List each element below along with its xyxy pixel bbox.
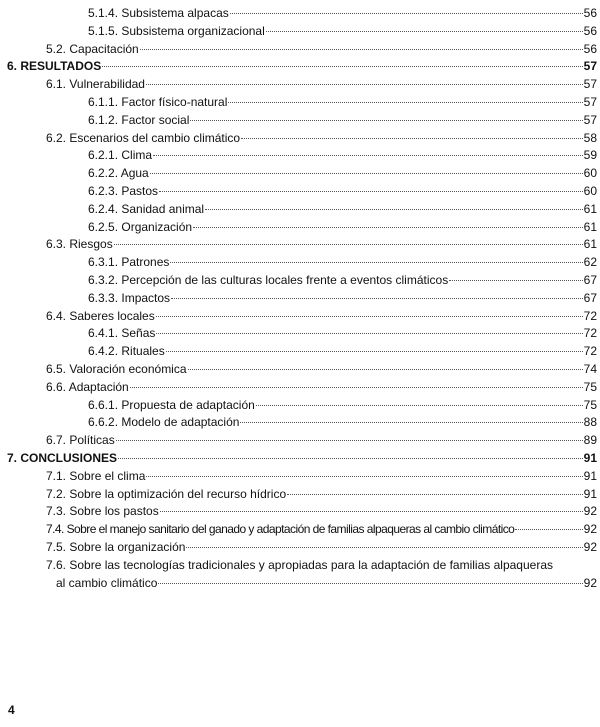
dot-leader bbox=[102, 66, 582, 67]
toc-entry[interactable] bbox=[0, 130, 600, 148]
toc-entry[interactable] bbox=[0, 575, 600, 593]
dot-leader bbox=[228, 102, 582, 103]
toc-entry-page: 91 bbox=[583, 468, 597, 483]
toc-entry[interactable] bbox=[0, 76, 600, 94]
toc-entry-page: 92 bbox=[583, 504, 597, 519]
dot-leader bbox=[170, 262, 582, 263]
dot-leader bbox=[205, 209, 583, 210]
toc-entry[interactable] bbox=[0, 23, 600, 41]
toc-entry-label: 6.6. Adaptación bbox=[46, 379, 129, 394]
toc-entry-page: 61 bbox=[583, 237, 597, 252]
dot-leader bbox=[287, 494, 583, 495]
toc-entry[interactable] bbox=[0, 539, 600, 557]
toc-entry-page: 61 bbox=[583, 219, 597, 234]
toc-entry[interactable] bbox=[0, 521, 600, 539]
dot-leader bbox=[160, 511, 583, 512]
toc-entry-label: 6.2.4. Sanidad animal bbox=[88, 201, 205, 216]
toc-entry-label: 5.1.4. Subsistema alpacas bbox=[88, 6, 229, 20]
toc-entry[interactable] bbox=[0, 272, 600, 290]
toc-entry[interactable] bbox=[0, 236, 600, 254]
toc-entry-page: 72 bbox=[583, 326, 597, 341]
dot-leader bbox=[159, 191, 583, 192]
toc-entry[interactable] bbox=[0, 414, 600, 432]
toc-entry[interactable] bbox=[0, 397, 600, 415]
toc-entry-page: 72 bbox=[583, 344, 597, 359]
toc-entry-label: 6.5. Valoración económica bbox=[46, 361, 187, 376]
dot-leader bbox=[240, 422, 582, 423]
dot-leader bbox=[156, 333, 582, 334]
toc-entry[interactable] bbox=[0, 290, 600, 308]
toc-entry[interactable] bbox=[0, 41, 600, 59]
dot-leader bbox=[116, 440, 583, 441]
toc-entry-page: 56 bbox=[583, 23, 597, 38]
toc-entry-page: 57 bbox=[583, 112, 597, 127]
toc-entry[interactable] bbox=[0, 468, 600, 486]
toc-entry[interactable] bbox=[0, 219, 600, 237]
table-of-contents bbox=[0, 5, 600, 592]
toc-entry-label: 6.1.1. Factor físico-natural bbox=[88, 94, 228, 109]
toc-entry-label: 6.1. Vulnerabilidad bbox=[46, 77, 145, 92]
toc-entry-label: 6.2.2. Agua bbox=[88, 166, 149, 181]
toc-entry-label: 6.1.2. Factor social bbox=[88, 112, 190, 127]
dot-leader bbox=[190, 120, 582, 121]
toc-entry-label: 6. RESULTADOS bbox=[7, 59, 102, 74]
toc-entry[interactable] bbox=[0, 432, 600, 450]
toc-entry-label: 5.2. Capacitación bbox=[46, 41, 139, 56]
toc-entry-page: 67 bbox=[583, 272, 597, 287]
dot-leader bbox=[158, 583, 582, 584]
toc-entry[interactable] bbox=[0, 94, 600, 112]
dot-leader bbox=[146, 84, 583, 85]
toc-entry-page: 72 bbox=[583, 308, 597, 323]
dot-leader bbox=[449, 280, 582, 281]
toc-entry[interactable] bbox=[0, 361, 600, 379]
toc-entry-page: 92 bbox=[583, 522, 597, 537]
toc-entry-label: 6.3.2. Percepción de las culturas locales frente a eventos climáticos bbox=[88, 272, 449, 287]
toc-entry[interactable] bbox=[0, 308, 600, 326]
toc-entry[interactable] bbox=[0, 325, 600, 343]
toc-entry-label: 7.3. Sobre los pastos bbox=[46, 504, 159, 519]
dot-leader bbox=[140, 49, 583, 50]
toc-entry-label: 6.2.1. Clima bbox=[88, 148, 153, 163]
toc-entry-label: 7.6. Sobre las tecnologías tradicionales y apropiadas para la adaptación de familias alpaqueras bbox=[46, 557, 553, 572]
toc-entry[interactable] bbox=[0, 112, 600, 130]
toc-entry-page: 91 bbox=[583, 450, 597, 465]
toc-entry-label: 6.3.1. Patrones bbox=[88, 255, 170, 270]
toc-entry-page: 56 bbox=[583, 41, 597, 56]
toc-entry-page: 88 bbox=[583, 415, 597, 430]
toc-entry[interactable] bbox=[0, 450, 600, 468]
toc-entry-label: 6.6.1. Propuesta de adaptación bbox=[88, 397, 255, 412]
toc-entry-page: 92 bbox=[583, 539, 597, 554]
toc-entry-page: 58 bbox=[583, 130, 597, 145]
dot-leader bbox=[146, 476, 582, 477]
dot-leader bbox=[130, 387, 583, 388]
toc-entry-page: 91 bbox=[583, 486, 597, 501]
toc-entry-page: 57 bbox=[583, 77, 597, 92]
dot-leader bbox=[114, 244, 583, 245]
toc-entry-page: 75 bbox=[583, 379, 597, 394]
toc-entry-label: 5.1.5. Subsistema organizacional bbox=[88, 23, 265, 38]
toc-entry-page: 75 bbox=[583, 397, 597, 412]
toc-entry-label: 6.2. Escenarios del cambio climático bbox=[46, 130, 241, 145]
toc-entry-page: 62 bbox=[583, 255, 597, 270]
toc-entry[interactable] bbox=[0, 58, 600, 76]
toc-entry[interactable] bbox=[0, 165, 600, 183]
toc-entry-label: 6.7. Políticas bbox=[46, 433, 115, 448]
dot-leader bbox=[193, 227, 583, 228]
dot-leader bbox=[166, 351, 583, 352]
toc-entry-page: 60 bbox=[583, 166, 597, 181]
toc-entry[interactable] bbox=[0, 254, 600, 272]
toc-entry[interactable] bbox=[0, 486, 600, 504]
toc-entry[interactable] bbox=[0, 201, 600, 219]
toc-entry-label: 6.6.2. Modelo de adaptación bbox=[88, 415, 240, 430]
toc-entry-label: 7.2. Sobre la optimización del recurso hídrico bbox=[46, 486, 287, 501]
toc-entry-page: 60 bbox=[583, 183, 597, 198]
dot-leader bbox=[266, 31, 583, 32]
toc-entry-page: 56 bbox=[583, 6, 597, 20]
toc-entry-label: 7.1. Sobre el clima bbox=[46, 468, 146, 483]
toc-entry-page: 67 bbox=[583, 290, 597, 305]
dot-leader bbox=[230, 13, 583, 14]
toc-entry-label: 6.2.3. Pastos bbox=[88, 183, 159, 198]
toc-entry-label: 7.4. Sobre el manejo sanitario del ganado y adaptación de familias alpaqueras al cambio climático bbox=[46, 522, 515, 537]
dot-leader bbox=[156, 316, 583, 317]
dot-leader bbox=[153, 155, 583, 156]
toc-entry-page: 74 bbox=[583, 361, 597, 376]
toc-entry-page: 59 bbox=[583, 148, 597, 163]
toc-entry-label: al cambio climático bbox=[56, 575, 158, 590]
dot-leader bbox=[150, 173, 583, 174]
toc-entry-page: 61 bbox=[583, 201, 597, 216]
toc-entry-label: 6.3.3. Impactos bbox=[88, 290, 171, 305]
toc-entry-label: 6.2.5. Organización bbox=[88, 219, 193, 234]
toc-entry-label: 6.4.2. Rituales bbox=[88, 344, 165, 359]
toc-entry[interactable] bbox=[0, 5, 600, 23]
dot-leader bbox=[118, 458, 583, 459]
dot-leader bbox=[171, 298, 583, 299]
toc-entry-label: 6.4.1. Señas bbox=[88, 326, 156, 341]
dot-leader bbox=[515, 529, 582, 530]
toc-entry-label: 6.3. Riesgos bbox=[46, 237, 113, 252]
dot-leader bbox=[241, 138, 583, 139]
toc-entry-page: 92 bbox=[583, 575, 597, 590]
toc-entry-page: 89 bbox=[583, 433, 597, 448]
toc-entry[interactable] bbox=[0, 503, 600, 521]
dot-leader bbox=[256, 405, 583, 406]
dot-leader bbox=[188, 369, 583, 370]
dot-leader bbox=[186, 547, 582, 548]
toc-entry-label: 7.5. Sobre la organización bbox=[46, 539, 186, 554]
toc-entry[interactable] bbox=[0, 147, 600, 165]
toc-entry-label: 6.4. Saberes locales bbox=[46, 308, 155, 323]
toc-entry[interactable] bbox=[0, 379, 600, 397]
toc-entry-page: 57 bbox=[583, 94, 597, 109]
page-number: 4 bbox=[8, 703, 15, 717]
toc-entry[interactable] bbox=[0, 343, 600, 361]
toc-entry[interactable] bbox=[0, 183, 600, 201]
toc-entry-label: 7. CONCLUSIONES bbox=[7, 450, 118, 465]
toc-entry-page: 57 bbox=[583, 59, 597, 74]
